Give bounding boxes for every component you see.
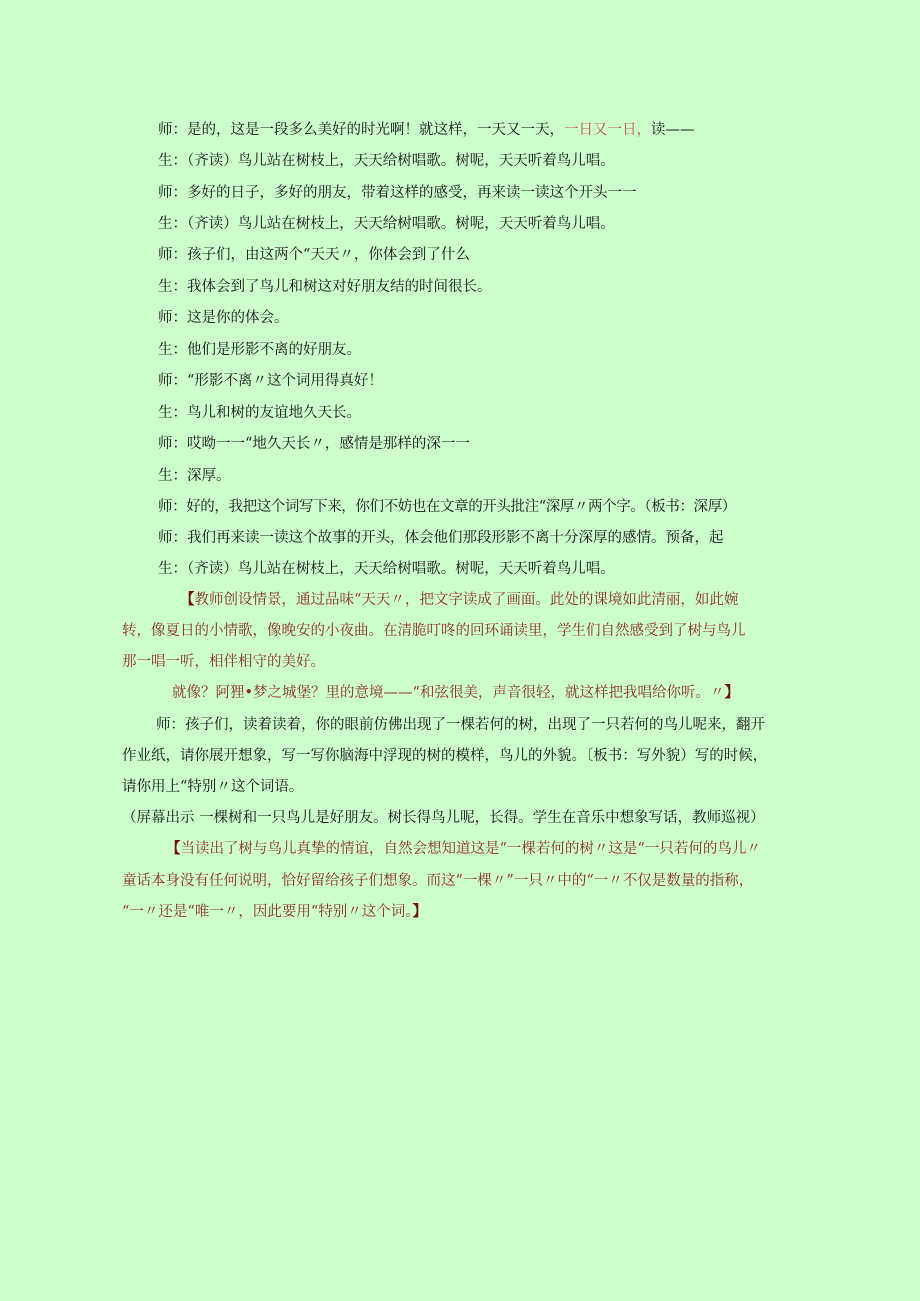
dialogue-text: 师：是的，这是一段多么美好的时光啊！就这样，一天又一天，: [158, 122, 564, 138]
screen-display-note: （屏幕出示 一棵树和一只鸟儿是好朋友。树长得鸟儿呢，长得。学生在音乐中想象写话，教师巡视）: [122, 810, 765, 826]
comment2-line-2: 童话本身没有任何说明，恰好留给孩子们想象。而这“一棵〃”一只〃中的“一〃不仅是数量的指称，: [122, 873, 754, 889]
teacher-line-3: 请你用上“特别〃这个词语。: [122, 779, 304, 795]
dialogue-line-15: 生：（齐读）鸟儿站在树枝上，天天给树唱歌。树呢，天天听着鸟儿唱。: [158, 561, 615, 577]
comment-line-3: 那一唱一听，相伴相守的美好。: [122, 654, 325, 670]
dialogue-line-8: 生：他们是形影不离的好朋友。: [158, 342, 361, 358]
dialogue-line-9: 师：“形影不离〃这个词用得真好！: [158, 373, 383, 389]
dialogue-line-2: 生：（齐读）鸟儿站在树枝上，天天给树唱歌。树呢，天天听着鸟儿唱。: [158, 153, 615, 169]
dialogue-line-13: 师：好的，我把这个词写下来，你们不妨也在文章的开头批注“深厚〃两个字。（板书：深厚）: [158, 499, 736, 515]
dialogue-line-3: 师：多好的日子，多好的朋友，带着这样的感受，再来读一读这个开头一一: [158, 185, 637, 201]
dialogue-line-10: 生：鸟儿和树的友谊地久天长。: [158, 405, 361, 421]
close-bracket: 】: [724, 684, 739, 701]
dialogue-line-12: 生：深厚。: [158, 468, 231, 484]
dialogue-line-14: 师：我们再来读一读这个故事的开头，体会他们那段形影不离十分深厚的感情。预备，起: [158, 530, 724, 546]
dialogue-line-5: 师：孩子们，由这两个“天天〃，你体会到了什么: [158, 247, 470, 263]
comment2-line-3: [122, 902, 427, 922]
comment-line-4: [172, 683, 739, 703]
comment-text: 当读出了树与鸟儿真挚的情谊，自然会想知道这是“一棵若何的树〃这是“一只若何的鸟儿〃: [180, 841, 761, 857]
dialogue-line-1: [158, 120, 695, 140]
comment-line-2: 转，像夏日的小情歌，像晚安的小夜曲。在清脆叮咚的回环诵读里，学生们自然感受到了树与鸟儿: [122, 623, 746, 639]
comment-text: 教师创设情景，通过品味“天天〃，把文字读成了画面。此处的课境如此清丽，如此婉: [194, 592, 739, 608]
close-bracket: 】: [412, 903, 427, 920]
dialogue-text: 读——: [651, 122, 695, 138]
dialogue-line-11: 师：哎呦一一“地久天长〃，感情是那样的深一一: [158, 436, 470, 452]
dialogue-line-7: 师：这是你的体会。: [158, 310, 289, 326]
comment-text: “一〃还是“唯一〃，因此要用“特别〃这个词。: [122, 904, 413, 920]
dialogue-line-6: 生：我体会到了鸟儿和树这对好朋友结的时间很长。: [158, 279, 492, 295]
comment2-line-1: [166, 839, 761, 859]
dialogue-line-4: 生：（齐读）鸟儿站在树枝上，天天给树唱歌。树呢，天天听着鸟儿唱。: [158, 216, 615, 232]
teacher-line-2: 作业纸，请你展开想象，写一写你脑海中浮现的树的模样，鸟儿的外貌。〔板书：写外貌）写的时候，: [122, 748, 768, 764]
open-bracket: 【: [166, 840, 181, 857]
comment-line-1: [180, 590, 738, 610]
highlighted-phrase: 一日又一日，: [564, 122, 651, 138]
comment-text: 就像？阿狸•梦之城堡？里的意境——“和弦很美，声音很轻，就这样把我唱给你听。〃: [172, 685, 725, 701]
open-bracket: 【: [180, 591, 195, 608]
teacher-line-1: 师：孩子们，读着读着，你的眼前仿佛出现了一棵若何的树，出现了一只若何的鸟儿呢来，翻开: [156, 717, 765, 733]
